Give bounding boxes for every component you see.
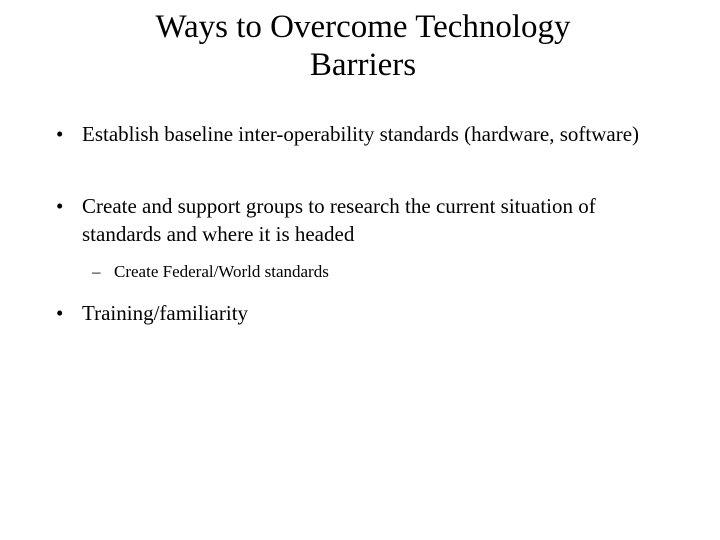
- bullet-marker: •: [56, 301, 64, 325]
- bullet-text: Create and support groups to research the current situation of standards and where it is headed: [82, 194, 596, 246]
- bullet-text: Establish baseline inter-operability standards (hardware, software): [82, 122, 640, 146]
- bullet-item: [56, 192, 676, 248]
- bullet-item: [56, 120, 676, 148]
- sub-bullet-text: Create Federal/World standards: [114, 262, 329, 281]
- sub-bullet-marker: –: [92, 262, 101, 281]
- bullet-item: [56, 299, 676, 327]
- slide-title: Ways to Overcome Technology Barriers: [155, 9, 571, 83]
- bullet-marker: •: [56, 122, 64, 146]
- sub-bullet-item: [92, 261, 652, 283]
- bullet-marker: •: [56, 194, 64, 218]
- bullet-text: Training/familiarity: [82, 301, 249, 325]
